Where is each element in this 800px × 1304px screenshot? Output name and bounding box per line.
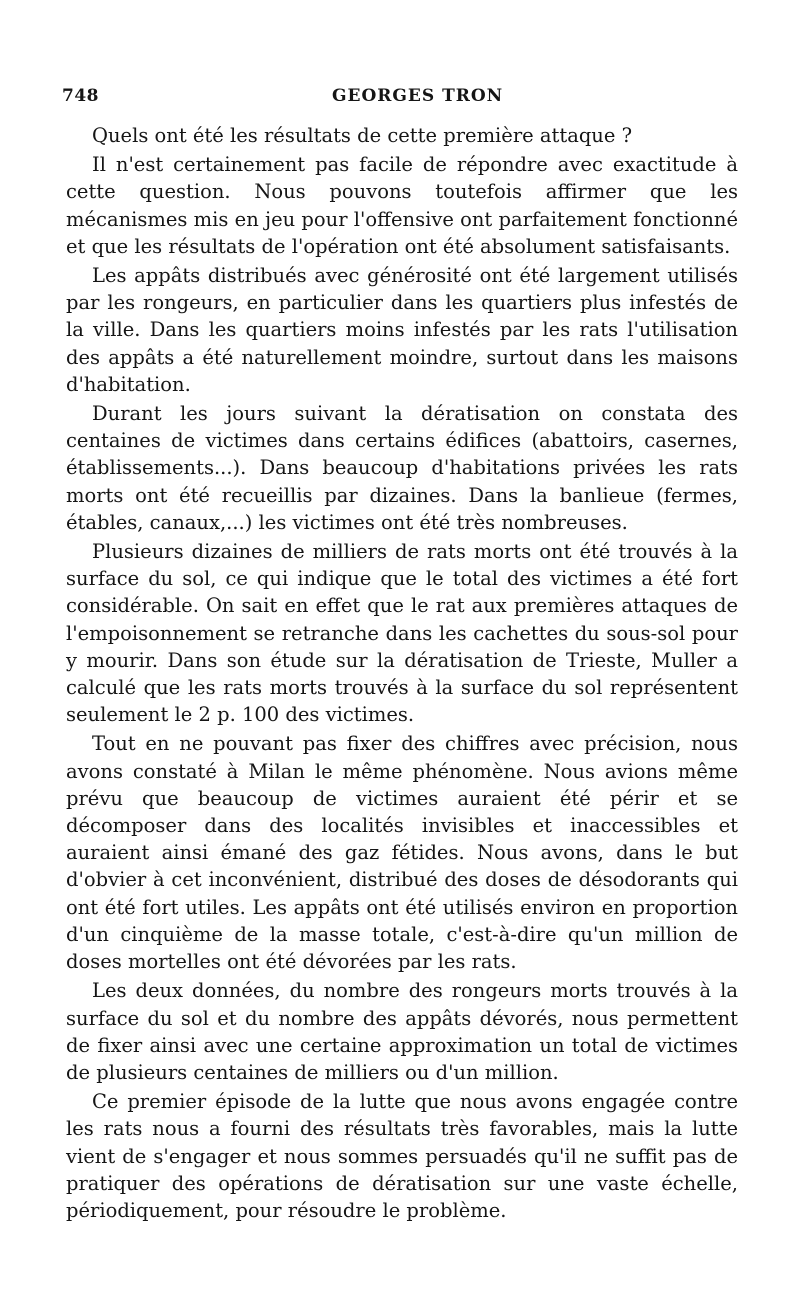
- body-text: [66, 122, 738, 1224]
- page-header: [62, 86, 738, 112]
- paragraph-5: Plusieurs dizaines de milliers de rats morts ont été trouvés à la surface du sol, ce qui indique que le total des victimes a été fort considérable. On sait en effet que le rat aux premières attaques de l'empoisonnement se retranche dans les cachettes du sous-sol pour y mourir. Dans son étude sur la dératisation de Trieste, Muller a calculé que les rats morts trouvés à la surface du sol représentent seulement le 2 p. 100 des victimes.: [66, 540, 738, 727]
- running-head: GEORGES TRON: [332, 86, 504, 106]
- paragraph-3: Les appâts distribués avec générosité ont été largement utilisés par les rongeurs, en particulier dans les quartiers plus infestés de la ville. Dans les quartiers moins infestés par les rats l'utilisation des appâts a été naturellement moindre, surtout dans les maisons d'habitation.: [66, 264, 738, 396]
- page-number: 748: [62, 86, 99, 106]
- paragraph-4: Durant les jours suivant la dératisation on constata des centaines de victimes dans certains édifices (abattoirs, casernes, établissements...). Dans beaucoup d'habitations privées les rats morts ont été recueillis par dizaines. Dans la banlieue (fermes, étables, canaux,...) les victimes ont été très nombreuses.: [66, 402, 738, 534]
- paragraph-8: Ce premier épisode de la lutte que nous avons engagée contre les rats nous a fourni des résultats très favorables, mais la lutte vient de s'engager et nous sommes persuadés qu'il ne suffit pas de pratiquer des opérations de dératisation sur une vaste échelle, périodiquement, pour résoudre le problème.: [66, 1090, 738, 1222]
- paragraph-2: Il n'est certainement pas facile de répondre avec exactitude à cette question. Nous pouvons toutefois affirmer que les mécanismes mis en jeu pour l'offensive ont parfaitement fonctionné et que les résultats de l'opération ont été absolument satisfaisants.: [66, 153, 738, 258]
- paragraph-7: Les deux données, du nombre des rongeurs morts trouvés à la surface du sol et du nombre des appâts dévorés, nous permettent de fixer ainsi avec une certaine approximation un total de victimes de plusieurs centaines de milliers ou d'un million.: [66, 979, 738, 1084]
- paragraph-1: Quels ont été les résultats de cette première attaque ?: [92, 124, 633, 147]
- paragraph-6: Tout en ne pouvant pas fixer des chiffres avec précision, nous avons constaté à Milan le même phénomène. Nous avions même prévu que beaucoup de victimes auraient été périr et se décomposer dans des localités invisibles et inaccessibles et auraient ainsi émané des gaz fétides. Nous avons, dans le but d'obvier à cet inconvénient, distribué des doses de désodorants qui ont été fort utiles. Les appâts ont été utilisés environ en proportion d'un cinquième de la masse totale, c'est-à-dire qu'un million de doses mortelles ont été dévorées par les rats.: [66, 732, 738, 974]
